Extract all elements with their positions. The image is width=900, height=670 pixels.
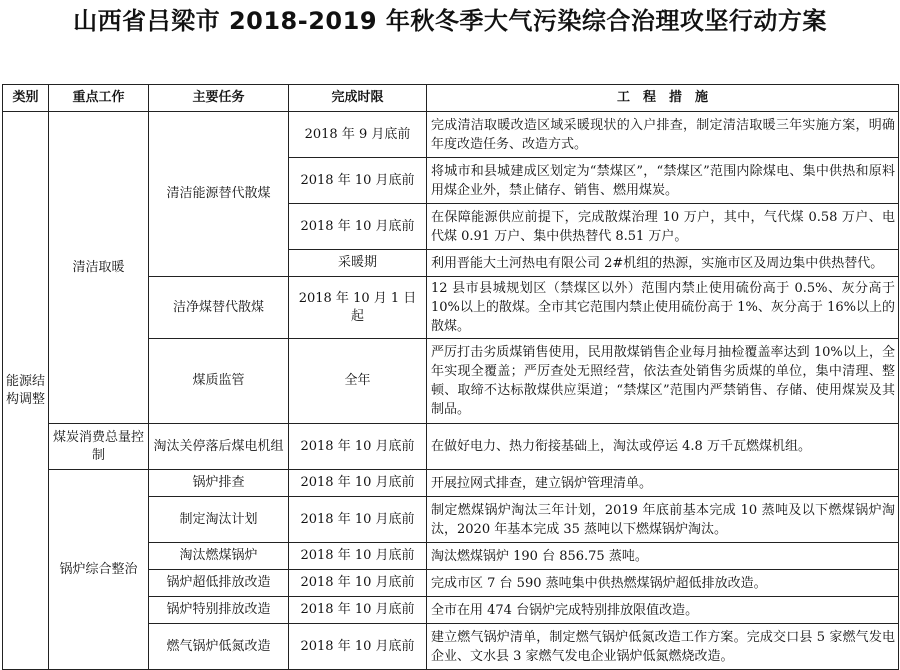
task-boiler-survey: 锅炉排查 xyxy=(149,470,289,497)
deadline-cell: 2018 年 10 月底前 xyxy=(289,497,427,543)
deadline-cell: 全年 xyxy=(289,339,427,424)
table-row xyxy=(3,112,899,158)
group-clean-heating: 清洁取暖 xyxy=(49,112,149,424)
header-measures: 工 程 措 施 xyxy=(427,85,899,112)
task-special-emission: 锅炉特别排放改造 xyxy=(149,597,289,624)
task-ultra-low-emission: 锅炉超低排放改造 xyxy=(149,570,289,597)
header-key-work: 重点工作 xyxy=(49,85,149,112)
deadline-cell: 2018 年 10 月 1 日起 xyxy=(289,277,427,339)
page-title: 山西省吕梁市 2018-2019 年秋冬季大气污染综合治理攻坚行动方案 xyxy=(73,7,827,35)
category-cell: 能源结构调整 xyxy=(3,112,49,670)
task-clean-energy: 清洁能源替代散煤 xyxy=(149,112,289,277)
group-boiler: 锅炉综合整治 xyxy=(49,470,149,670)
deadline-cell: 采暖期 xyxy=(289,250,427,277)
header-category: 类别 xyxy=(3,85,49,112)
measure-cell: 利用晋能大土河热电有限公司 2#机组的热源，实施市区及周边集中供热替代。 xyxy=(427,250,899,277)
measure-cell: 完成清洁取暖改造区域采暖现状的入户排查，制定清洁取暖三年实施方案，明确年度改造任务、改造方式。 xyxy=(427,112,899,158)
task-gas-boiler-low-nox: 燃气锅炉低氮改造 xyxy=(149,624,289,670)
measure-cell: 在做好电力、热力衔接基础上，淘汰或停运 4.8 万千瓦燃煤机组。 xyxy=(427,424,899,470)
measure-cell: 建立燃气锅炉清单，制定燃气锅炉低氮改造工作方案。完成交口县 5 家燃气发电企业、文水县 3 家燃气发电企业锅炉低氮燃烧改造。 xyxy=(427,624,899,670)
deadline-cell: 2018 年 10 月底前 xyxy=(289,624,427,670)
table-header-row xyxy=(3,85,899,112)
deadline-cell: 2018 年 10 月底前 xyxy=(289,570,427,597)
measure-cell: 12 县市县城规划区（禁煤区以外）范围内禁止使用硫份高于 0.5%、灰分高于 10%以上的散煤。全市其它范围内禁止使用硫份高于 1%、灰分高于 16%以上的散煤。 xyxy=(427,277,899,339)
task-eliminate-coal-boiler: 淘汰燃煤锅炉 xyxy=(149,543,289,570)
measure-cell: 在保障能源供应前提下，完成散煤治理 10 万户，其中，气代煤 0.58 万户、电代煤 0.91 万户、集中供热替代 8.51 万户。 xyxy=(427,204,899,250)
task-elimination-plan: 制定淘汰计划 xyxy=(149,497,289,543)
measure-cell: 将城市和县城建成区划定为“禁煤区”，“禁煤区”范围内除煤电、集中供热和原料用煤企业外，禁止储存、销售、燃用煤炭。 xyxy=(427,158,899,204)
deadline-cell: 2018 年 10 月底前 xyxy=(289,204,427,250)
table-row xyxy=(3,424,899,470)
measure-cell: 淘汰燃煤锅炉 190 台 856.75 蒸吨。 xyxy=(427,543,899,570)
measure-cell: 完成市区 7 台 590 蒸吨集中供热燃煤锅炉超低排放改造。 xyxy=(427,570,899,597)
task-clean-coal: 洁净煤替代散煤 xyxy=(149,277,289,339)
measure-cell: 严厉打击劣质煤销售使用，民用散煤销售企业每月抽检覆盖率达到 10%以上，全年实现全覆盖；严厉查处无照经营，依法查处销售劣质煤的单位，集中清理、整顿、取缔不达标散煤供应渠道；“禁煤区”范围内严禁销售、存储、使用煤炭及其制品。 xyxy=(427,339,899,424)
table-row xyxy=(3,470,899,497)
deadline-cell: 2018 年 10 月底前 xyxy=(289,424,427,470)
plan-table xyxy=(2,84,899,670)
group-coal-control: 煤炭消费总量控制 xyxy=(49,424,149,470)
measure-cell: 开展拉网式排查，建立锅炉管理清单。 xyxy=(427,470,899,497)
header-main-task: 主要任务 xyxy=(149,85,289,112)
deadline-cell: 2018 年 10 月底前 xyxy=(289,597,427,624)
measure-cell: 制定燃煤锅炉淘汰三年计划，2019 年底前基本完成 10 蒸吨及以下燃煤锅炉淘汰，2020 年基本完成 35 蒸吨以下燃煤锅炉淘汰。 xyxy=(427,497,899,543)
header-deadline: 完成时限 xyxy=(289,85,427,112)
deadline-cell: 2018 年 9 月底前 xyxy=(289,112,427,158)
task-eliminate-units: 淘汰关停落后煤电机组 xyxy=(149,424,289,470)
measure-cell: 全市在用 474 台锅炉完成特别排放限值改造。 xyxy=(427,597,899,624)
deadline-cell: 2018 年 10 月底前 xyxy=(289,158,427,204)
deadline-cell: 2018 年 10 月底前 xyxy=(289,543,427,570)
deadline-cell: 2018 年 10 月底前 xyxy=(289,470,427,497)
task-coal-quality: 煤质监管 xyxy=(149,339,289,424)
